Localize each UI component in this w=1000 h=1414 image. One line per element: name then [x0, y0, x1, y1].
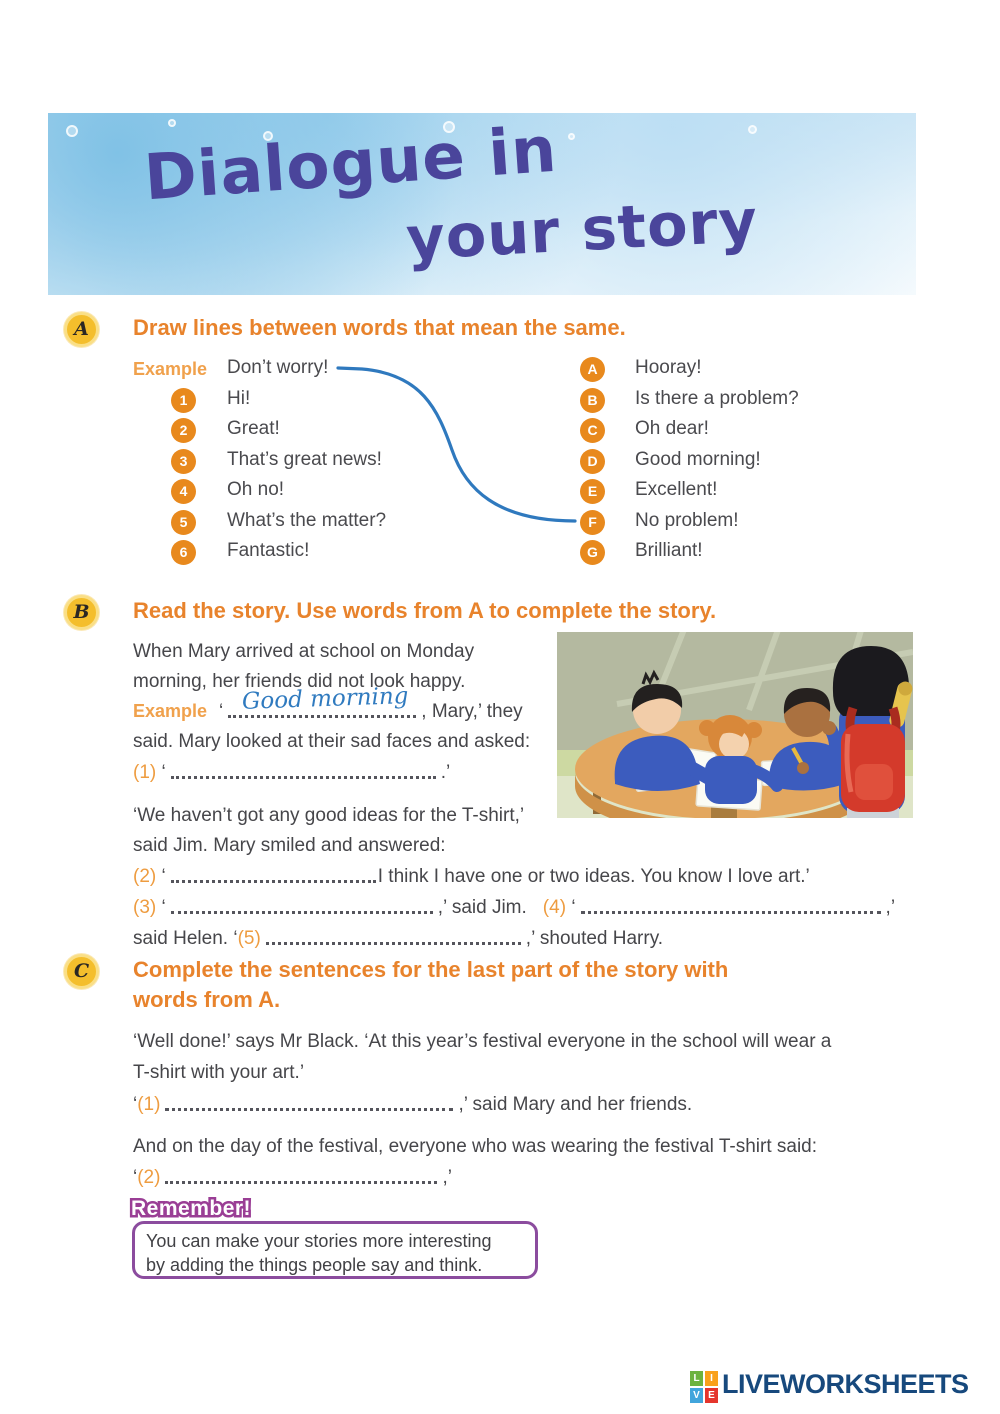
- match-left-number[interactable]: 2: [171, 418, 196, 443]
- story-line: morning, her friends did not look happy.: [133, 671, 466, 692]
- story-line: ‘Well done!’ says Mr Black. ‘At this year’s festival everyone in the school will wear a: [133, 1031, 832, 1052]
- story-text: ,’: [885, 897, 896, 918]
- match-left-text[interactable]: That’s great news!: [227, 449, 382, 470]
- quote-open: ‘: [571, 897, 576, 918]
- blank-number: (1): [137, 1094, 161, 1115]
- blank-number: (2): [137, 1167, 161, 1188]
- match-right-text[interactable]: Good morning!: [635, 449, 761, 470]
- story-line: ‘We haven’t got any good ideas for the T-shirt,’: [133, 805, 525, 826]
- quote-open: ‘: [161, 897, 166, 918]
- match-left-number[interactable]: 3: [171, 449, 196, 474]
- match-right-letter[interactable]: A: [580, 357, 605, 382]
- handwritten-answer: Good morning: [241, 683, 410, 715]
- remember-line1: You can make your stories more interesting: [146, 1231, 492, 1251]
- blank-number: (1): [133, 762, 157, 783]
- story-text: I think I have one or two ideas. You know I love art.’: [377, 866, 810, 887]
- bubble: [168, 119, 176, 127]
- match-right-text[interactable]: No problem!: [635, 510, 739, 531]
- remember-label: Remember!: [131, 1197, 252, 1220]
- page-title-line2: your story: [404, 185, 760, 274]
- remember-line2: by adding the things people say and think.: [146, 1255, 483, 1275]
- section-b-badge: B: [64, 595, 99, 630]
- story-example-line: [133, 683, 523, 723]
- match-right-letter[interactable]: C: [580, 418, 605, 443]
- quote-open: ‘: [133, 1094, 138, 1115]
- match-example-text[interactable]: Don’t worry!: [227, 357, 329, 378]
- story-text: ,’ said Jim.: [437, 897, 527, 918]
- story-line: said Jim. Mary smiled and answered:: [133, 835, 446, 856]
- answer-blank-example[interactable]: [228, 683, 416, 718]
- bubble: [748, 125, 757, 134]
- logo-square-v: V: [690, 1388, 703, 1403]
- match-right-letter[interactable]: B: [580, 388, 605, 413]
- example-label: Example: [133, 359, 208, 379]
- section-c-heading-line2: words from A.: [133, 987, 281, 1012]
- match-left-text[interactable]: Oh no!: [227, 479, 285, 500]
- answer-blank-3[interactable]: [171, 899, 433, 914]
- story-text: .’: [440, 762, 451, 783]
- story-line: When Mary arrived at school on Monday: [133, 641, 475, 662]
- story-illustration: [557, 632, 913, 818]
- bubble: [66, 125, 78, 137]
- answer-blank-5[interactable]: [266, 930, 521, 945]
- match-left-text[interactable]: Fantastic!: [227, 540, 310, 561]
- section-b-heading: Read the story. Use words from A to complete the story.: [133, 598, 717, 623]
- story-blank-line-2: [133, 866, 810, 888]
- match-left-number[interactable]: 4: [171, 479, 196, 504]
- section-c-badge: C: [64, 954, 99, 989]
- match-left-number[interactable]: 5: [171, 510, 196, 535]
- match-right-text[interactable]: Is there a problem?: [635, 388, 799, 409]
- section-c-heading-line1: Complete the sentences for the last part of the story with: [133, 957, 729, 982]
- match-right-text[interactable]: Excellent!: [635, 479, 718, 500]
- story-line: said. Mary looked at their sad faces and asked:: [133, 731, 531, 752]
- story-line: T-shirt with your art.’: [133, 1062, 305, 1083]
- logo-square-l: L: [690, 1371, 703, 1386]
- match-right-text[interactable]: Hooray!: [635, 357, 702, 378]
- section-a-heading: Draw lines between words that mean the same.: [133, 315, 626, 340]
- story-line: And on the day of the festival, everyone who was wearing the festival T-shirt said:: [133, 1136, 818, 1157]
- example-match-line: [300, 352, 600, 532]
- quote-open: ‘: [133, 1167, 138, 1188]
- brand-text[interactable]: LIVEWORKSHEETS: [722, 1369, 969, 1399]
- answer-blank-c2[interactable]: [165, 1169, 437, 1184]
- match-right-text[interactable]: Brilliant!: [635, 540, 703, 561]
- story-blank-line-5: [133, 928, 663, 950]
- match-left-number[interactable]: 1: [171, 388, 196, 413]
- quote-open: ‘: [161, 866, 166, 887]
- story-blank-line-3-4: [133, 897, 895, 919]
- header-banner: [48, 113, 916, 295]
- match-right-letter[interactable]: G: [580, 540, 605, 565]
- story-blank-line-c1: [133, 1094, 692, 1116]
- match-left-text[interactable]: Great!: [227, 418, 280, 439]
- story-text: ,’: [442, 1167, 452, 1188]
- match-right-letter[interactable]: F: [580, 510, 605, 535]
- blank-number: (4): [542, 897, 567, 918]
- section-a-badge: A: [64, 312, 99, 347]
- quote-open: ‘: [161, 762, 166, 783]
- match-left-text[interactable]: Hi!: [227, 388, 251, 409]
- story-text: ,’ shouted Harry.: [525, 928, 664, 949]
- logo-square-e: E: [705, 1388, 718, 1403]
- quote-open: ‘: [219, 701, 224, 722]
- answer-blank-1[interactable]: [171, 764, 436, 779]
- match-right-letter[interactable]: D: [580, 449, 605, 474]
- story-text: said Helen. ‘: [133, 928, 238, 949]
- bubble: [568, 133, 575, 140]
- answer-blank-c1[interactable]: [165, 1096, 453, 1111]
- remember-box: [132, 1221, 538, 1279]
- answer-blank-2[interactable]: [171, 868, 376, 883]
- match-right-text[interactable]: Oh dear!: [635, 418, 709, 439]
- story-blank-line-c2: [133, 1167, 452, 1189]
- match-right-letter[interactable]: E: [580, 479, 605, 504]
- page-title-line1: Dialogue in: [141, 113, 560, 215]
- blank-number: (5): [237, 928, 261, 949]
- answer-blank-4[interactable]: [581, 899, 881, 914]
- blank-number: (3): [133, 897, 157, 918]
- story-text: , Mary,’ they: [421, 701, 523, 722]
- logo-square-i: I: [705, 1371, 718, 1386]
- story-text: ,’ said Mary and her friends.: [458, 1094, 693, 1115]
- match-left-text[interactable]: What’s the matter?: [227, 510, 387, 531]
- example-label: Example: [133, 701, 208, 721]
- blank-number: (2): [133, 866, 157, 887]
- match-left-number[interactable]: 6: [171, 540, 196, 565]
- story-blank-line-1: [133, 762, 450, 784]
- liveworksheets-logo[interactable]: [690, 1371, 718, 1403]
